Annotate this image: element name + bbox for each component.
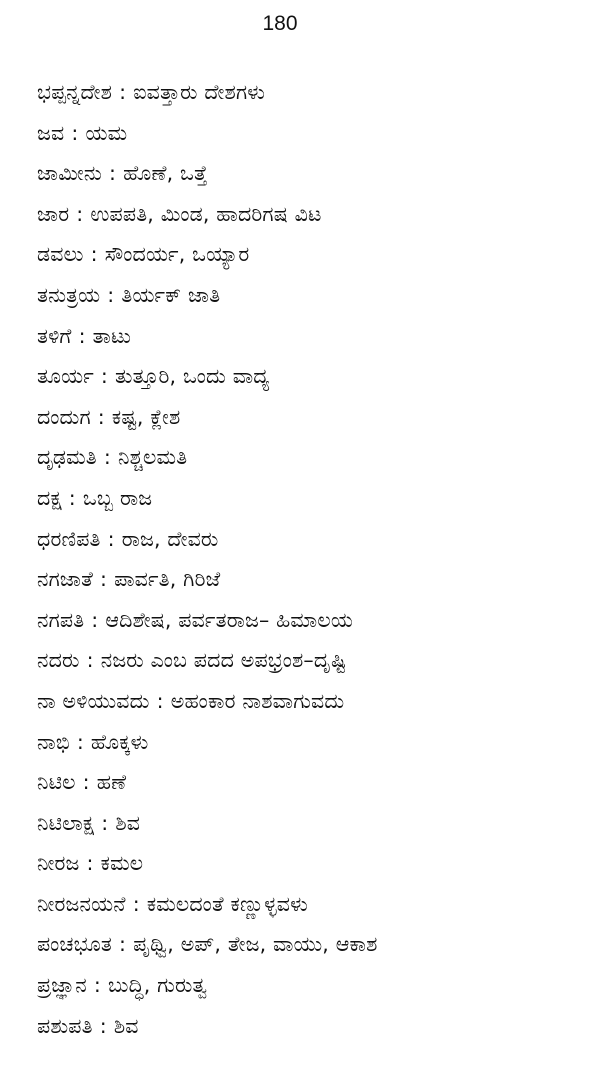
entry-definition: ನಜರು ಎಂಬ ಪದದ ಅಪಭ್ರಂಶ–ದೃಷ್ಟಿ: [100, 648, 347, 673]
entry-term: ನಗಜಾತೆ: [37, 567, 93, 592]
entry-definition: ಉಪಪತಿ, ಮಿಂಡ, ಹಾದರಿಗಷ ವಿಟ: [90, 201, 322, 226]
glossary-entry: [37, 803, 577, 844]
glossary-entry: [37, 681, 577, 722]
glossary-entry: [37, 884, 577, 925]
glossary-entry: [37, 640, 577, 681]
entry-separator: :: [68, 485, 76, 510]
entry-term: ನೀರಜ: [37, 851, 80, 876]
entry-separator: :: [101, 810, 109, 835]
entry-definition: ನಿಶ್ಚಲಮತಿ: [117, 445, 188, 470]
entry-term: ನಿಟಿಲ: [37, 770, 76, 795]
entry-separator: :: [90, 242, 98, 267]
glossary-entry: [37, 965, 577, 1006]
entry-separator: :: [107, 282, 115, 307]
entry-term: ದೃಢಮತಿ: [37, 445, 97, 470]
entry-term: ಡವಲು: [37, 242, 84, 267]
entry-definition: ಪೃಥ್ವಿ, ಅಪ್, ತೇಜ, ವಾಯು, ಆಕಾಶ: [133, 932, 378, 957]
glossary-entry: [37, 843, 577, 884]
glossary-entry: [37, 559, 577, 600]
entry-definition: ತುತ್ತೂರಿ, ಒಂದು ವಾದ್ಯ: [115, 364, 270, 389]
entry-term: ತೂರ್ಯ: [37, 364, 94, 389]
entry-term: ಭಪ್ಪನ್ನದೇಶ: [37, 80, 113, 104]
glossary-entry: [37, 72, 577, 113]
glossary-entry: [37, 356, 577, 397]
entry-separator: :: [93, 973, 102, 998]
entry-term: ಧರಣಿಪತಿ: [37, 526, 101, 551]
glossary-entry: [37, 275, 577, 316]
entry-separator: :: [100, 364, 109, 389]
entry-definition: ಆದಿಶೇಷ, ಪರ್ವತರಾಜ– ಹಿಮಾಲಯ: [105, 607, 353, 632]
glossary-entry: [37, 478, 577, 519]
entry-term: ನದರು: [37, 648, 80, 673]
entry-definition: ಅಹಂಕಾರ ನಾಶವಾಗುವದು: [170, 688, 345, 713]
entry-term: ಜಾಮೀನು: [37, 161, 103, 186]
entry-definition: ಸೌಂದರ್ಯ, ಒಯ್ಯಾರ: [104, 242, 250, 267]
glossary-entry: [37, 600, 577, 641]
entry-separator: :: [97, 404, 105, 429]
entry-definition: ಐವತ್ತಾರು ದೇಶಗಳು: [133, 80, 266, 104]
entry-definition: ಹೊಕ್ಕಳು: [90, 729, 149, 754]
entry-definition: ಹಣೆ: [96, 770, 127, 795]
entry-term: ದಂದುಗ: [37, 404, 91, 429]
entry-definition: ಕಮಲದಂತೆ ಕಣ್ಣುಳ್ಳವಳು: [146, 891, 308, 916]
entry-term: ನಾಭಿ: [37, 729, 70, 754]
glossary-list: [37, 72, 577, 1046]
entry-separator: :: [91, 607, 99, 632]
glossary-entry: [37, 194, 577, 235]
glossary-entry: [37, 316, 577, 357]
entry-separator: :: [119, 80, 127, 104]
entry-separator: :: [118, 932, 127, 957]
glossary-entry: [37, 519, 577, 560]
entry-term: ನಿಟಿಲಾಕ್ಷ: [37, 810, 95, 835]
entry-term: ನಗಪತಿ: [37, 607, 85, 632]
page-number: 180: [262, 12, 298, 35]
entry-separator: :: [76, 729, 84, 754]
entry-separator: :: [156, 688, 164, 713]
entry-separator: :: [86, 851, 94, 876]
entry-separator: :: [100, 567, 108, 592]
entry-separator: :: [78, 323, 86, 348]
glossary-entry: [37, 437, 577, 478]
entry-separator: :: [82, 770, 90, 795]
glossary-entry: [37, 1006, 577, 1047]
entry-definition: ತಾಟು: [92, 323, 132, 348]
entry-separator: :: [109, 161, 117, 186]
entry-term: ನಾ ಅಳಿಯುವದು: [37, 688, 150, 713]
entry-definition: ರಾಜ, ದೇವರು: [121, 526, 219, 551]
glossary-entry: [37, 153, 577, 194]
entry-term: ಜಾರ: [37, 201, 70, 226]
glossary-entry: [37, 924, 577, 965]
entry-separator: :: [99, 1013, 107, 1038]
entry-term: ತನುತ್ರಯ: [37, 282, 101, 307]
entry-definition: ಕಷ್ಟ, ಕ್ಲೇಶ: [111, 404, 181, 429]
entry-term: ದಕ್ಷ: [37, 485, 62, 510]
glossary-entry: [37, 722, 577, 763]
entry-term: ನೀರಜನಯನೆ: [37, 891, 126, 916]
entry-separator: :: [107, 526, 115, 551]
entry-term: ತಳಿಗೆ: [37, 323, 72, 348]
entry-term: ಜವ: [37, 120, 65, 145]
entry-separator: :: [103, 445, 111, 470]
entry-separator: :: [71, 120, 79, 145]
entry-definition: ಹೊಣೆ, ಒತ್ತೆ: [123, 161, 208, 186]
entry-definition: ಕಮಲ: [100, 851, 144, 876]
entry-definition: ಶಿವ: [113, 1013, 139, 1038]
glossary-entry: [37, 397, 577, 438]
entry-term: ಪಂಚಭೂತ: [37, 932, 112, 957]
entry-separator: :: [76, 201, 84, 226]
entry-definition: ಶಿವ: [115, 810, 141, 835]
entry-separator: :: [86, 648, 94, 673]
entry-definition: ಬುದ್ಧಿ, ಗುರುತ್ವ: [108, 973, 208, 998]
entry-definition: ತಿರ್ಯಕ್ ಜಾತಿ: [121, 282, 221, 307]
entry-term: ಪ್ರಜ್ಞಾನ: [37, 973, 87, 998]
glossary-entry: [37, 762, 577, 803]
entry-term: ಪಶುಪತಿ: [37, 1013, 93, 1038]
glossary-entry: [37, 234, 577, 275]
glossary-entry: [37, 113, 577, 154]
entry-separator: :: [132, 891, 140, 916]
entry-definition: ಯಮ: [85, 120, 128, 145]
entry-definition: ಒಬ್ಬ ರಾಜ: [82, 485, 153, 510]
entry-definition: ಪಾರ್ವತಿ, ಗಿರಿಜೆ: [114, 567, 221, 592]
